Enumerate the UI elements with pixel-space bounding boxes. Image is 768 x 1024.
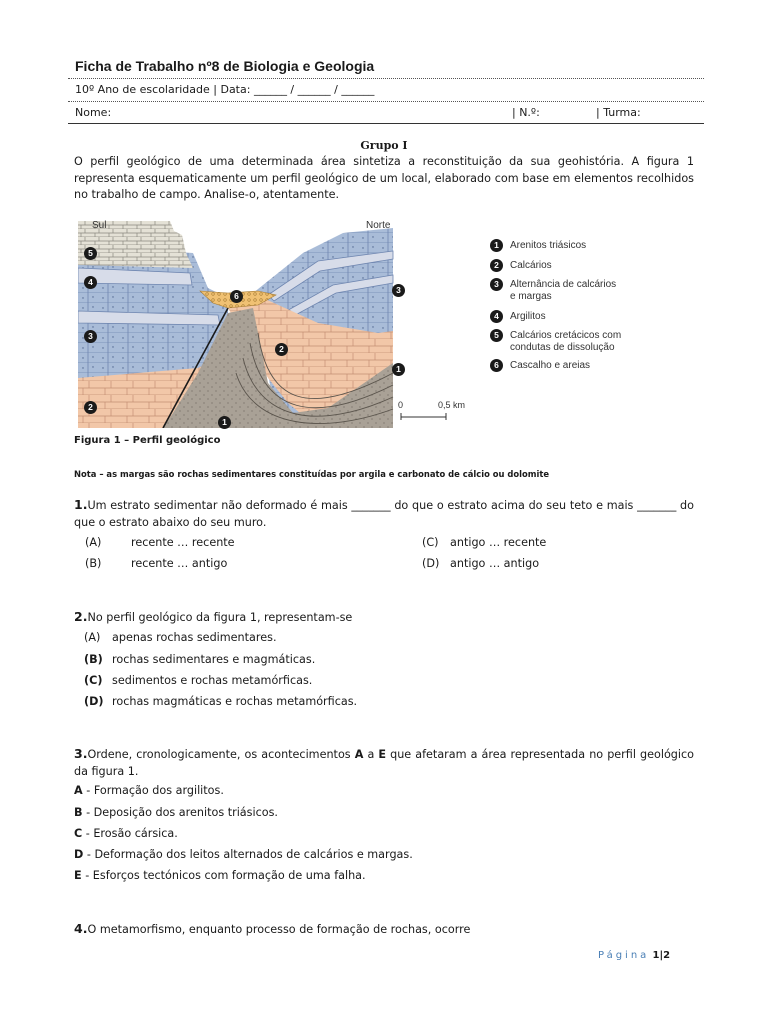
question-4 [74,921,694,939]
q3-event-b: B - Deposição dos arenitos triásicos. [74,806,278,819]
legend-text-3a: Alternância de calcários [510,279,617,290]
marker-2-center: 2 [275,343,288,356]
legend-dot-4: 4 [490,310,503,323]
question-1-text: Um estrato sedimentar não deformado é mais _______ do que o estrato acima do seu teto e mais _______ do que o estrato abaixo do seu muro. [74,499,694,529]
question-2 [74,609,694,627]
name-divider [68,123,704,124]
question-1-number: 1. [74,497,88,512]
marker-3-left: 3 [84,330,97,343]
question-2-number: 2. [74,609,88,624]
geological-profile-figure [78,213,638,428]
legend-dot-3: 3 [490,278,503,291]
legend-dot-2: 2 [490,259,503,272]
south-label: Sul [92,220,107,231]
grade-date-line: 10º Ano de escolaridade | Data: ______ / ______ / ______ [75,83,375,96]
q3-event-a: A - Formação dos argilitos. [74,784,224,797]
legend-text-4: Argilitos [510,311,546,322]
question-4-number: 4. [74,921,88,936]
meta-divider [68,101,704,102]
q1-option-c[interactable]: (C) antigo … recente [422,536,547,549]
legend-text-1: Arenitos triásicos [510,240,587,251]
legend-text-3b: e margas [510,291,552,302]
legend-text-2: Calcários [510,260,552,271]
page-word: Página [598,950,650,961]
scale-zero: 0 [398,400,404,410]
title-divider [68,78,704,79]
page-current: 1 [652,950,660,961]
page-footer [598,950,670,961]
q2-option-b[interactable]: (B) rochas sedimentares e magmáticas. [84,653,316,666]
q3-event-d: D - Deformação dos leitos alternados de calcários e margas. [74,848,413,861]
number-label: | N.º: [512,106,540,119]
marker-3-right: 3 [392,284,405,297]
q2-option-d[interactable]: (D) rochas magmáticas e rochas metamórficas. [84,695,358,708]
question-3-number: 3. [74,746,88,761]
note-text: Nota – as margas são rochas sedimentares constituídas por argila e carbonato de cálcio ou dolomite [74,469,550,479]
page-total: 2 [663,950,671,961]
q2-option-a[interactable]: (A) apenas rochas sedimentares. [84,631,277,644]
name-label: Nome: [75,106,112,119]
marker-2-left: 2 [84,401,97,414]
q1-option-a[interactable]: (A) recente … recente [85,536,235,549]
question-2-text: No perfil geológico da figura 1, representam-se [87,611,353,624]
class-label: | Turma: [596,106,641,119]
legend-dot-5: 5 [490,329,503,342]
q1-option-b[interactable]: (B) recente … antigo [85,557,228,570]
marker-4-left: 4 [84,276,97,289]
legend-text-5b: condutas de dissolução [510,342,615,353]
north-label: Norte [366,220,391,231]
worksheet-title: Ficha de Trabalho nº8 de Biologia e Geologia [75,58,375,74]
page-separator: | [659,950,664,961]
marker-5-left: 5 [84,247,97,260]
q3-event-e: E - Esforços tectónicos com formação de uma falha. [74,869,366,882]
marker-1-bottom: 1 [218,416,231,429]
question-1 [74,497,694,531]
legend-dot-6: 6 [490,359,503,372]
marker-6-center: 6 [230,290,243,303]
scale-bar [400,412,450,422]
scale-end: 0,5 km [438,400,466,410]
q3-event-c: C - Erosão cársica. [74,827,178,840]
legend-text-6: Cascalho e areias [510,360,591,371]
legend-text-5a: Calcários cretácicos com [510,330,622,341]
q1-option-d[interactable]: (D) antigo … antigo [422,557,540,570]
q2-option-c[interactable]: (C) sedimentos e rochas metamórficas. [84,674,313,687]
question-4-text: O metamorfismo, enquanto processo de formação de rochas, ocorre [87,923,471,936]
group-title: Grupo I [360,139,408,152]
question-3: 3.Ordene, cronologicamente, os acontecimentos A a E que afetaram a área representada no perfil geológico da figura 1. [74,746,694,778]
intro-paragraph: O perfil geológico de uma determinada área sintetiza a reconstituição da sua geohistória. A figura 1 representa esquematicamente um perfil geológico de um local, elaborado com base em elementos recolhidos no trabalho de campo. Analise-o, atentamente. [74,155,694,201]
marker-1-right: 1 [392,363,405,376]
geological-profile-drawing [78,213,408,428]
legend-dot-1: 1 [490,239,503,252]
figure-caption: Figura 1 – Perfil geológico [74,435,221,446]
